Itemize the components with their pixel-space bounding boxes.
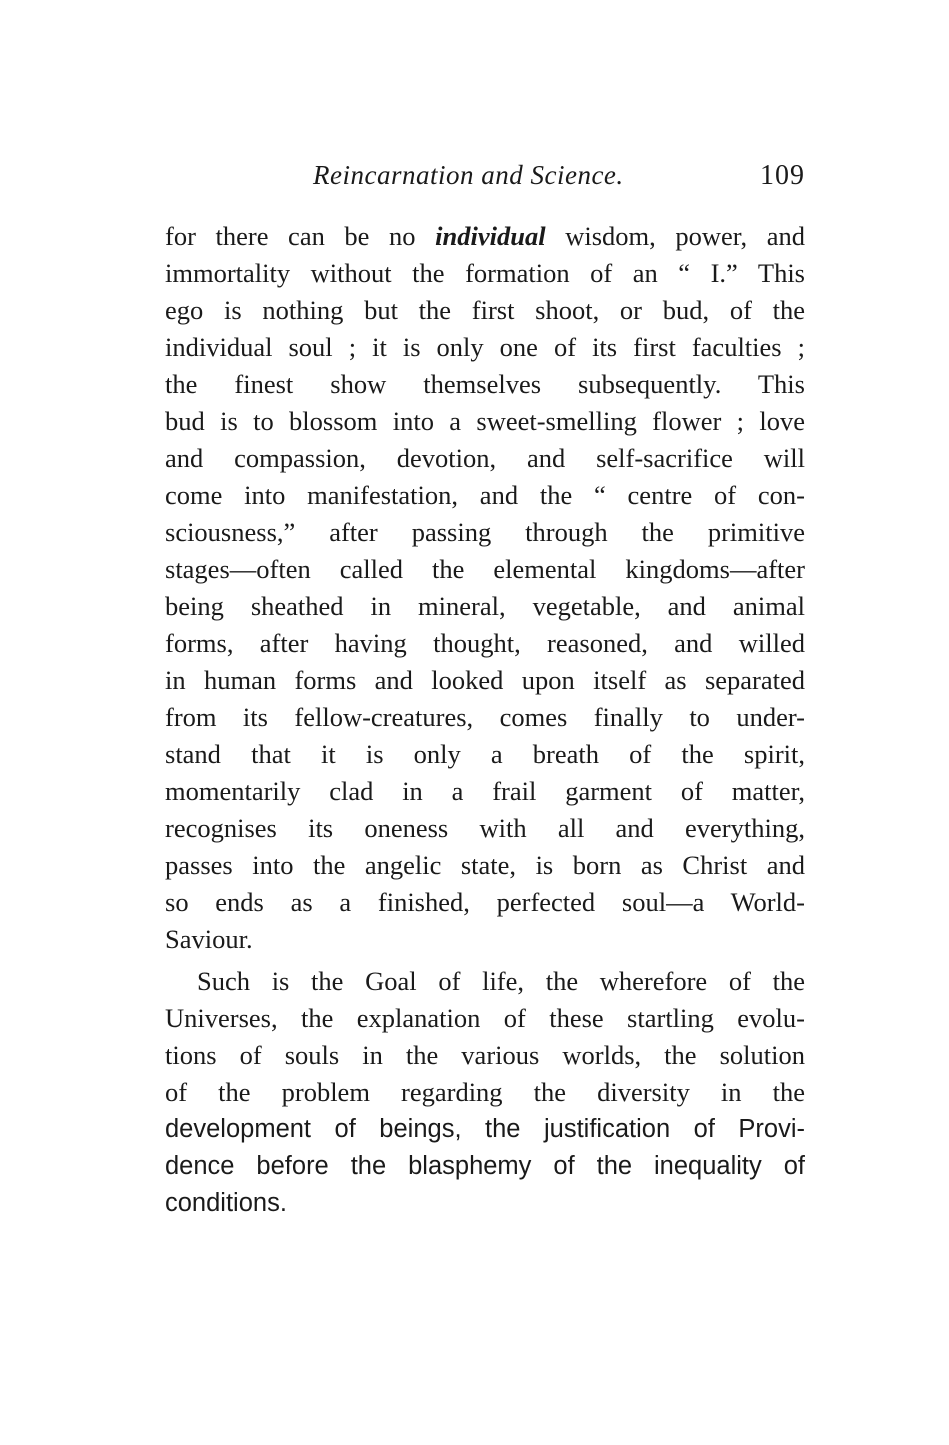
text-line: individual soul ; it is only one of its first faculties ;: [165, 332, 805, 362]
emphasis-individual: individual: [435, 221, 546, 251]
text-line: of the problem regarding the diversity in the: [165, 1077, 805, 1107]
text-line: recognises its oneness with all and everything,: [165, 813, 805, 843]
text-line: stand that it is only a breath of the spirit,: [165, 739, 805, 769]
text-line: Such is the Goal of life, the wherefore of the: [197, 966, 805, 996]
page-number: 109: [760, 160, 805, 191]
text-line: passes into the angelic state, is born as Christ and: [165, 850, 805, 880]
running-head: [165, 160, 805, 200]
text-line: Universes, the explanation of these startling evolu-: [165, 1003, 805, 1033]
text-line: the finest show themselves subsequently. This: [165, 369, 805, 399]
text-line: in human forms and looked upon itself as separated: [165, 665, 805, 695]
text-line: stages—often called the elemental kingdoms—after: [165, 554, 805, 584]
text-line: development of beings, the justification of Provi-: [165, 1115, 805, 1143]
text-line: Saviour.: [165, 924, 253, 954]
text-line: immortality without the formation of an “ I.” This: [165, 258, 805, 288]
text-line: dence before the blasphemy of the inequality of: [165, 1152, 805, 1180]
text-line: forms, after having thought, reasoned, and willed: [165, 628, 805, 658]
text-line: momentarily clad in a frail garment of matter,: [165, 776, 805, 806]
text-line: from its fellow-creatures, comes finally to under-: [165, 702, 805, 732]
text-line: being sheathed in mineral, vegetable, and animal: [165, 591, 805, 621]
text-line: conditions.: [165, 1189, 287, 1217]
text-line: tions of souls in the various worlds, the solution: [165, 1040, 805, 1070]
body-text: [165, 218, 805, 1222]
text-line: so ends as a finished, perfected soul—a World-: [165, 887, 805, 917]
text-line: for there can be no individual wisdom, power, and: [165, 221, 805, 251]
text-line: ego is nothing but the first shoot, or bud, of the: [165, 295, 805, 325]
text-line: come into manifestation, and the “ centre of con-: [165, 480, 805, 510]
running-title: Reincarnation and Science.: [313, 160, 624, 190]
text-line: bud is to blossom into a sweet-smelling flower ; love: [165, 406, 805, 436]
text-line: sciousness,” after passing through the primitive: [165, 517, 805, 547]
text-line: and compassion, devotion, and self-sacrifice will: [165, 443, 805, 473]
